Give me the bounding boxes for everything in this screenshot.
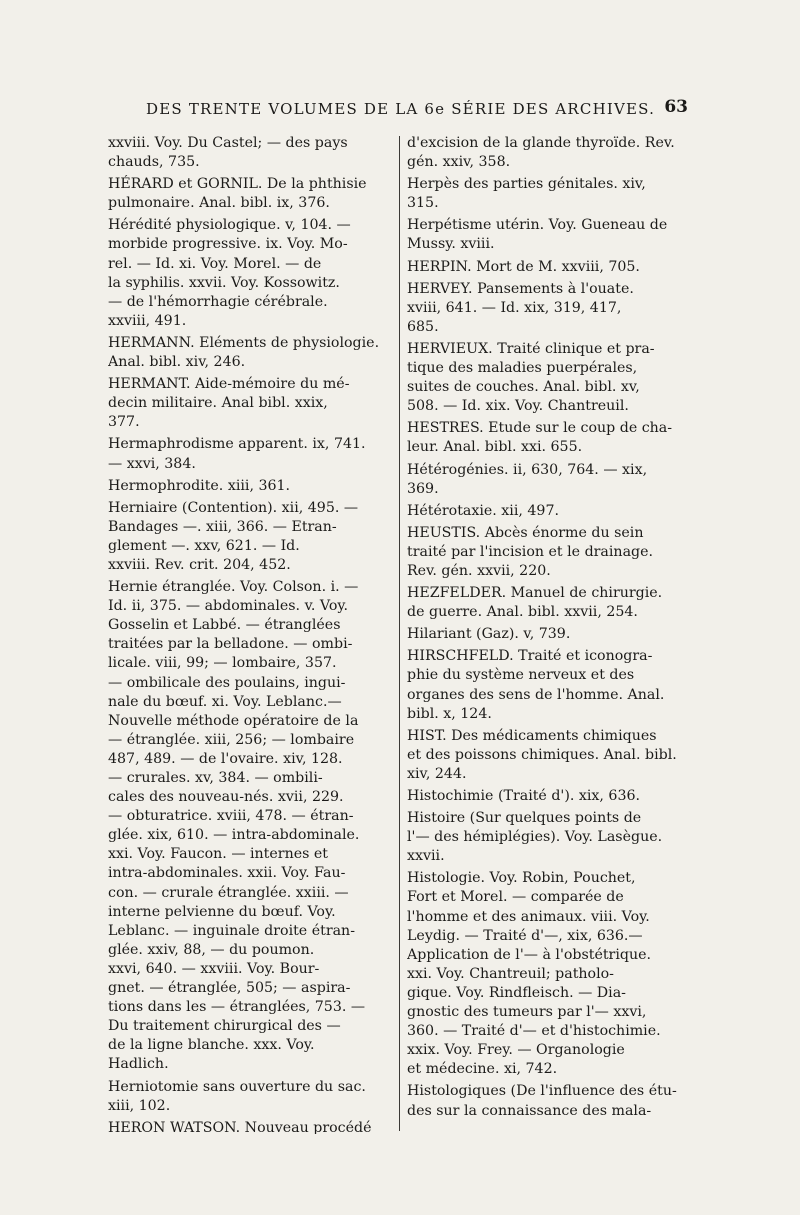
- entry-line: 508. — Id. xix. Voy. Chantreuil.: [407, 398, 629, 415]
- entry-line: xxviii, 491.: [108, 312, 187, 329]
- entry-line: Herniotomie sans ouverture du sac.: [108, 1078, 366, 1095]
- entry-line: de guerre. Anal. bibl. xxvii, 254.: [407, 604, 638, 621]
- entry-line: Histologie. Voy. Robin, Pouchet,: [407, 870, 636, 887]
- entry-line: des sur la connaissance des mala-: [407, 1102, 652, 1119]
- page-number: 63: [664, 97, 688, 117]
- entry-line: traitées par la belladone. — ombi-: [108, 636, 353, 653]
- entry-line: HERON WATSON. Nouveau procédé: [108, 1119, 372, 1134]
- entry-line: traité par l'incision et le drainage.: [407, 543, 654, 560]
- entry-line: xxviii. Rev. crit. 204, 452.: [108, 556, 291, 573]
- entry-line: licale. viii, 99; — lombaire, 357.: [108, 655, 337, 672]
- entry-line: Rev. gén. xxvii, 220.: [407, 562, 551, 579]
- entry-line: l'homme et des animaux. viii. Voy.: [407, 908, 650, 925]
- entry-line: 360. — Traité d'— et d'histochimie.: [407, 1023, 661, 1040]
- index-entry: [407, 340, 707, 416]
- entry-line: Du traitement chirurgical des —: [108, 1018, 341, 1035]
- entry-line: glée. xxiv, 88, — du poumon.: [108, 941, 315, 958]
- index-entry: [108, 1119, 393, 1134]
- index-entry: [407, 1082, 707, 1120]
- entry-line: gén. xxiv, 358.: [407, 154, 511, 171]
- index-entry: [407, 461, 707, 499]
- entry-line: HERMANN. Eléments de physiologie.: [108, 334, 380, 351]
- entry-line: 685.: [407, 318, 439, 335]
- index-entry: [407, 280, 707, 337]
- column-divider: [399, 136, 400, 1131]
- index-entry: [108, 216, 393, 331]
- index-entry: [108, 435, 393, 473]
- index-entry: [108, 1078, 393, 1116]
- entry-line: morbide progressive. ix. Voy. Mo-: [108, 236, 348, 253]
- entry-line: — ombilicale des poulains, ingui-: [108, 674, 346, 691]
- entry-line: interne pelvienne du bœuf. Voy.: [108, 903, 336, 920]
- entry-line: Leydig. — Traité d'—, xix, 636.—: [407, 927, 643, 944]
- entry-line: Herniaire (Contention). xii, 495. —: [108, 499, 359, 516]
- entry-line: xxi. Voy. Faucon. — internes et: [108, 846, 328, 863]
- entry-line: 487, 489. — de l'ovaire. xiv, 128.: [108, 750, 343, 767]
- entry-line: Hilariant (Gaz). v, 739.: [407, 626, 571, 643]
- entry-line: HERPIN. Mort de M. xxviii, 705.: [407, 258, 640, 275]
- entry-line: 377.: [108, 414, 140, 431]
- index-entry: [108, 375, 393, 432]
- index-entry: [407, 647, 707, 723]
- entry-line: intra-abdominales. xxii. Voy. Fau-: [108, 865, 346, 882]
- entry-line: et des poissons chimiques. Anal. bibl.: [407, 746, 677, 763]
- entry-line: bibl. x, 124.: [407, 705, 492, 722]
- entry-line: gique. Voy. Rindfleisch. — Dia-: [407, 984, 626, 1001]
- index-entry: [407, 258, 707, 277]
- entry-line: la syphilis. xxvii. Voy. Kossowitz.: [108, 274, 340, 291]
- entry-line: 369.: [407, 480, 439, 497]
- entry-line: nale du bœuf. xi. Voy. Leblanc.—: [108, 693, 342, 710]
- entry-line: Fort et Morel. — comparée de: [407, 889, 624, 906]
- entry-line: Hétérotaxie. xii, 497.: [407, 502, 559, 519]
- entry-line: HIRSCHFELD. Traité et iconogra-: [407, 648, 653, 665]
- entry-line: Histologiques (De l'influence des étu-: [407, 1083, 677, 1100]
- entry-line: decin militaire. Anal bibl. xxix,: [108, 395, 328, 412]
- entry-line: xviii, 641. — Id. xix, 319, 417,: [407, 299, 622, 316]
- entry-line: HERMANT. Aide-mémoire du mé-: [108, 376, 350, 393]
- entry-line: gnostic des tumeurs par l'— xxvi,: [407, 1004, 647, 1021]
- entry-line: Herpétisme utérin. Voy. Gueneau de: [407, 217, 668, 234]
- entry-line: Leblanc. — inguinale droite étran-: [108, 922, 355, 939]
- index-entry: [108, 477, 393, 496]
- entry-line: Herpès des parties génitales. xiv,: [407, 176, 646, 193]
- entry-line: rel. — Id. xi. Voy. Morel. — de: [108, 255, 322, 272]
- entry-line: glée. xix, 610. — intra-abdominale.: [108, 827, 360, 844]
- entry-line: — étranglée. xiii, 256; — lombaire: [108, 731, 355, 748]
- entry-line: Application de l'— à l'obstétrique.: [407, 946, 651, 963]
- index-entry: [407, 175, 707, 213]
- entry-line: — xxvi, 384.: [108, 455, 196, 472]
- entry-line: xiv, 244.: [407, 765, 467, 782]
- index-entry: [407, 524, 707, 581]
- header-title: DES TRENTE VOLUMES DE LA 6e SÉRIE DES ARCHIVES.: [146, 100, 656, 118]
- entry-line: HERVIEUX. Traité clinique et pra-: [407, 340, 655, 357]
- entry-line: Histoire (Sur quelques points de: [407, 810, 642, 827]
- index-entry: [407, 809, 707, 866]
- entry-line: HESTRES. Etude sur le coup de cha-: [407, 420, 673, 437]
- entry-line: xxvi, 640. — xxviii. Voy. Bour-: [108, 960, 320, 977]
- entry-line: chauds, 735.: [108, 154, 200, 171]
- entry-line: et médecine. xi, 742.: [407, 1061, 558, 1078]
- entry-line: con. — crurale étranglée. xxiii. —: [108, 884, 349, 901]
- entry-line: Anal. bibl. xiv, 246.: [108, 354, 246, 371]
- entry-line: de la ligne blanche. xxx. Voy.: [108, 1037, 315, 1054]
- index-entry: [108, 334, 393, 372]
- entry-line: — obturatrice. xviii, 478. — étran-: [108, 808, 354, 825]
- entry-line: Hadlich.: [108, 1056, 169, 1073]
- entry-line: tions dans les — étranglées, 753. —: [108, 999, 366, 1016]
- index-entry: [407, 584, 707, 622]
- entry-line: l'— des hémiplégies). Voy. Lasègue.: [407, 829, 663, 846]
- entry-line: HIST. Des médicaments chimiques: [407, 727, 657, 744]
- entry-line: Gosselin et Labbé. — étranglées: [108, 617, 341, 634]
- left-column: [108, 134, 393, 1134]
- entry-line: xiii, 102.: [108, 1097, 171, 1114]
- entry-line: suites de couches. Anal. bibl. xv,: [407, 379, 640, 396]
- entry-line: HERVEY. Pansements à l'ouate.: [407, 280, 634, 297]
- index-entry: [407, 869, 707, 1079]
- entry-line: Hermaphrodisme apparent. ix, 741.: [108, 436, 366, 453]
- entry-line: HEZFELDER. Manuel de chirurgie.: [407, 585, 663, 602]
- entry-line: pulmonaire. Anal. bibl. ix, 376.: [108, 195, 330, 212]
- index-entry: [407, 787, 707, 806]
- entry-line: HÉRARD et GORNIL. De la phthisie: [108, 176, 367, 193]
- index-entry: [407, 625, 707, 644]
- entry-line: xxviii. Voy. Du Castel; — des pays: [108, 135, 348, 151]
- entry-line: xxix. Voy. Frey. — Organologie: [407, 1042, 625, 1059]
- entry-line: Histochimie (Traité d'). xix, 636.: [407, 788, 641, 804]
- entry-line: organes des sens de l'homme. Anal.: [407, 686, 665, 703]
- entry-line: Mussy. xviii.: [407, 236, 495, 253]
- entry-line: HEUSTIS. Abcès énorme du sein: [407, 524, 644, 541]
- right-column: [407, 134, 707, 1134]
- entry-line: Hernie étranglée. Voy. Colson. i. —: [108, 579, 359, 596]
- index-entry: [407, 134, 707, 172]
- index-entry: [407, 727, 707, 784]
- entry-line: phie du système nerveux et des: [407, 667, 635, 684]
- entry-line: gnet. — étranglée, 505; — aspira-: [108, 980, 351, 997]
- entry-line: tique des maladies puerpérales,: [407, 360, 638, 377]
- index-entry: [407, 419, 707, 457]
- entry-line: Hermophrodite. xiii, 361.: [108, 477, 291, 494]
- index-entry: [407, 216, 707, 254]
- entry-line: d'excision de la glande thyroïde. Rev.: [407, 135, 675, 151]
- entry-line: cales des nouveau-nés. xvii, 229.: [108, 789, 344, 806]
- entry-line: leur. Anal. bibl. xxi. 655.: [407, 439, 583, 456]
- index-entry: [108, 134, 393, 172]
- index-entry: [108, 499, 393, 575]
- entry-line: — de l'hémorrhagie cérébrale.: [108, 293, 328, 310]
- entry-line: xxi. Voy. Chantreuil; patholo-: [407, 965, 614, 982]
- entry-line: 315.: [407, 195, 439, 212]
- entry-line: Nouvelle méthode opératoire de la: [108, 712, 359, 729]
- entry-line: glement —. xxv, 621. — Id.: [108, 537, 300, 554]
- entry-line: Id. ii, 375. — abdominales. v. Voy.: [108, 598, 349, 615]
- index-entry: [108, 578, 393, 1074]
- index-entry: [407, 502, 707, 521]
- entry-line: Hétérogénies. ii, 630, 764. — xix,: [407, 461, 648, 478]
- entry-line: Bandages —. xiii, 366. — Etran-: [108, 518, 337, 535]
- index-entry: [108, 175, 393, 213]
- entry-line: Hérédité physiologique. v, 104. —: [108, 217, 351, 234]
- entry-line: xxvii.: [407, 848, 445, 865]
- entry-line: — crurales. xv, 384. — ombili-: [108, 770, 323, 786]
